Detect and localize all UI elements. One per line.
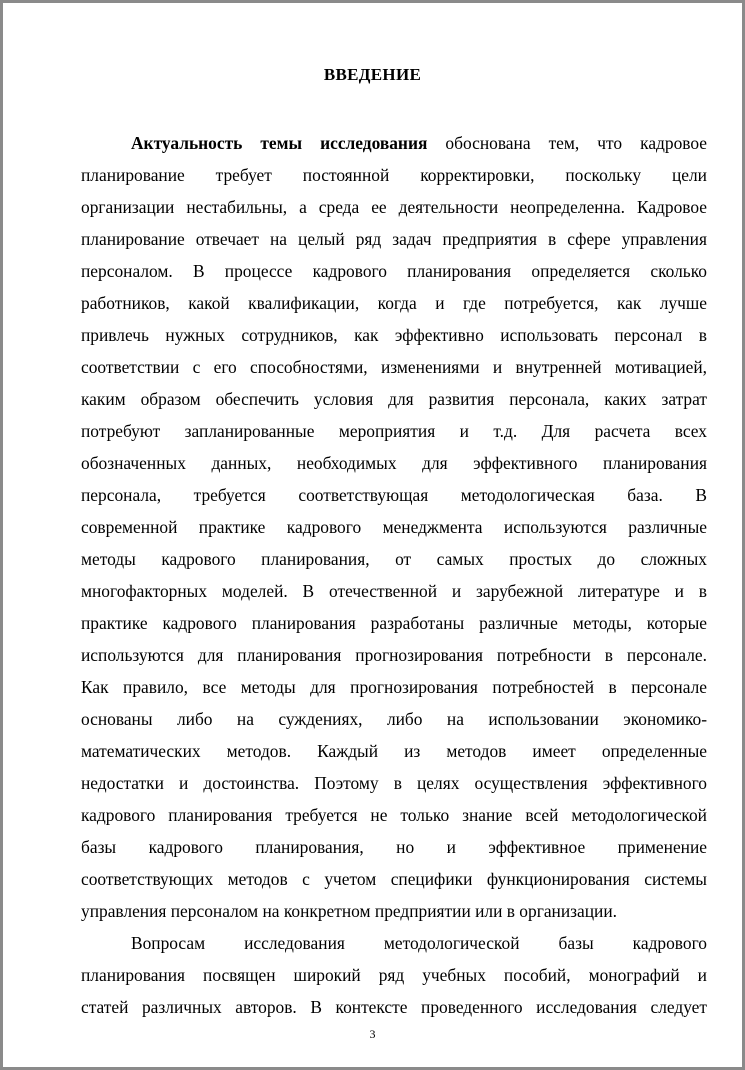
text-line-rest: обоснована тем, что кадровое <box>427 133 707 153</box>
text-line: каким образом обеспечить условия для развития персонала, каких затрат <box>81 389 707 409</box>
text-line: потребуют запланированные мероприятия и т.д. Для расчета всех <box>81 421 707 441</box>
lead-phrase: Актуальность темы исследования <box>131 133 428 153</box>
text-line: статей различных авторов. В контексте проведенного исследования следует <box>81 997 707 1017</box>
text-line: кадрового планирования требуется не только знание всей методологической <box>81 805 707 825</box>
page-number: 3 <box>369 1027 376 1041</box>
text-line: основаны либо на суждениях, либо на использовании экономико- <box>81 709 707 729</box>
text-line: планирования посвящен широкий ряд учебных пособий, монографий и <box>81 965 707 985</box>
text-line: практике кадрового планирования разработаны различные методы, которые <box>81 613 707 633</box>
text-line: управления персоналом на конкретном предприятии или в организации. <box>81 901 618 921</box>
text-line: планирование требует постоянной корректировки, поскольку цели <box>81 165 707 185</box>
text-line: методы кадрового планирования, от самых простых до сложных <box>81 549 707 569</box>
text-line: персоналом. В процессе кадрового планирования определяется сколько <box>81 261 707 281</box>
text-line: базы кадрового планирования, но и эффективное применение <box>81 837 707 857</box>
text-line: используются для планирования прогнозирования потребности в персонале. <box>81 645 707 665</box>
text-line: многофакторных моделей. В отечественной и зарубежной литературе и в <box>81 581 707 601</box>
text-line: соответствии с его способностями, изменениями и внутренней мотивацией, <box>81 357 707 377</box>
page-title: ВВЕДЕНИЕ <box>323 65 422 84</box>
text-line: Вопросам исследования методологической базы кадрового <box>131 933 707 953</box>
text-line: современной практике кадрового менеджмента используются различные <box>81 517 707 537</box>
text-line: недостатки и достоинства. Поэтому в целях осуществления эффективного <box>81 773 707 793</box>
text-line: персонала, требуется соответствующая методологическая база. В <box>81 485 707 505</box>
text-line: планирование отвечает на целый ряд задач предприятия в сфере управления <box>81 229 707 249</box>
text-line: соответствующих методов с учетом специфики функционирования системы <box>81 869 707 889</box>
text-line: организации нестабильны, а среда ее деятельности неопределенна. Кадровое <box>81 197 707 217</box>
text-line: Как правило, все методы для прогнозирования потребностей в персонале <box>81 677 707 697</box>
text-line: работников, какой квалификации, когда и где потребуется, как лучше <box>81 293 707 313</box>
text-line: математических методов. Каждый из методов имеет определенные <box>81 741 707 761</box>
body-text <box>81 127 707 1023</box>
text-line: обозначенных данных, необходимых для эффективного планирования <box>81 453 707 473</box>
text-line: привлечь нужных сотрудников, как эффективно использовать персонал в <box>81 325 707 345</box>
text-line <box>81 127 707 159</box>
